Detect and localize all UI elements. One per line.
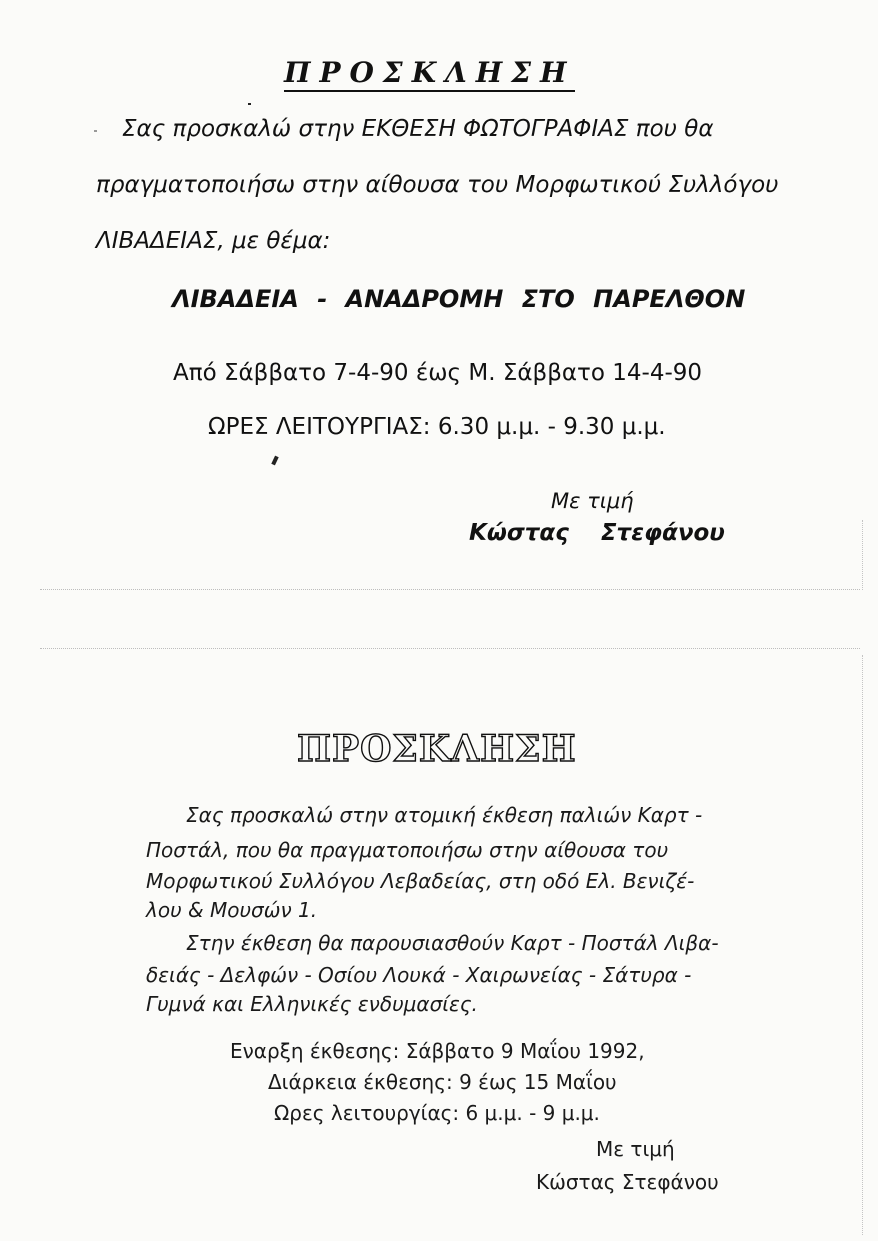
cut-line-divider [40, 648, 860, 649]
scan-edge-line [862, 655, 863, 1235]
invitation-2-title: ΠΡΟΣΚΛΗΣΗ [297, 728, 577, 770]
invitation-1-signature: Κώστας Στεφάνου [469, 520, 725, 546]
invitation-2-paragraph-2-line: Στην έκθεση θα παρουσιασθούν Καρτ - Ποστάλ Λιβα- [186, 931, 719, 955]
invitation-2-paragraph-1-line: Μορφωτικού Συλλόγου Λεβαδείας, στη οδό Ελ. Βενιζέ- [146, 869, 695, 893]
invitation-2-detail-hours: Ωρες λειτουργίας: 6 μ.μ. - 9 μ.μ. [274, 1101, 600, 1125]
scan-speck [248, 103, 251, 105]
invitation-1-body-line: ΛΙΒΑΔΕΙΑΣ, με θέμα: [96, 228, 331, 254]
scan-edge-line [862, 520, 863, 590]
invitation-1-body-line: Σας προσκαλώ στην ΕΚΘΕΣΗ ΦΩΤΟΓΡΑΦΙΑΣ που θα [122, 116, 714, 142]
invitation-1-dates: Από Σάββατο 7-4-90 έως Μ. Σάββατο 14-4-90 [173, 360, 703, 386]
invitation-2-signature: Κώστας Στεφάνου [536, 1170, 719, 1194]
invitation-1-closing: Με τιμή [551, 489, 634, 513]
invitation-2-paragraph-1-line: Σας προσκαλώ στην ατομική έκθεση παλιών Καρτ - [186, 803, 703, 827]
invitation-1-title: ΠΡΟΣΚΛΗΣΗ [284, 56, 575, 92]
scan-speck [271, 456, 278, 466]
invitation-1-body-line: πραγματοποιήσω στην αίθουσα του Μορφωτικού Συλλόγου [96, 172, 779, 198]
scan-speck [94, 130, 97, 132]
invitation-2-paragraph-1-line: Ποστάλ, που θα πραγματοποιήσω στην αίθουσα του [146, 838, 669, 862]
invitation-2-detail-duration: Διάρκεια έκθεσης: 9 έως 15 Μαΐου [268, 1070, 617, 1094]
cut-line-divider [40, 589, 860, 590]
invitation-2-paragraph-2-line: Γυμνά και Ελληνικές ενδυμασίες. [146, 992, 478, 1016]
invitation-2-detail-start: Εναρξη έκθεσης: Σάββατο 9 Μαΐου 1992, [230, 1039, 645, 1063]
invitation-2-paragraph-1-line: λου & Μουσών 1. [146, 898, 318, 922]
invitation-1-hours: ΩΡΕΣ ΛΕΙΤΟΥΡΓΙΑΣ: 6.30 μ.μ. - 9.30 μ.μ. [208, 414, 666, 440]
invitation-2-paragraph-2-line: δειάς - Δελφών - Οσίου Λουκά - Χαιρωνείας - Σάτυρα - [146, 963, 692, 987]
invitation-1-subject: ΛΙΒΑΔΕΙΑ - ΑΝΑΔΡΟΜΗ ΣΤΟ ΠΑΡΕΛΘΟΝ [172, 285, 746, 313]
invitation-2-closing: Με τιμή [596, 1137, 675, 1161]
